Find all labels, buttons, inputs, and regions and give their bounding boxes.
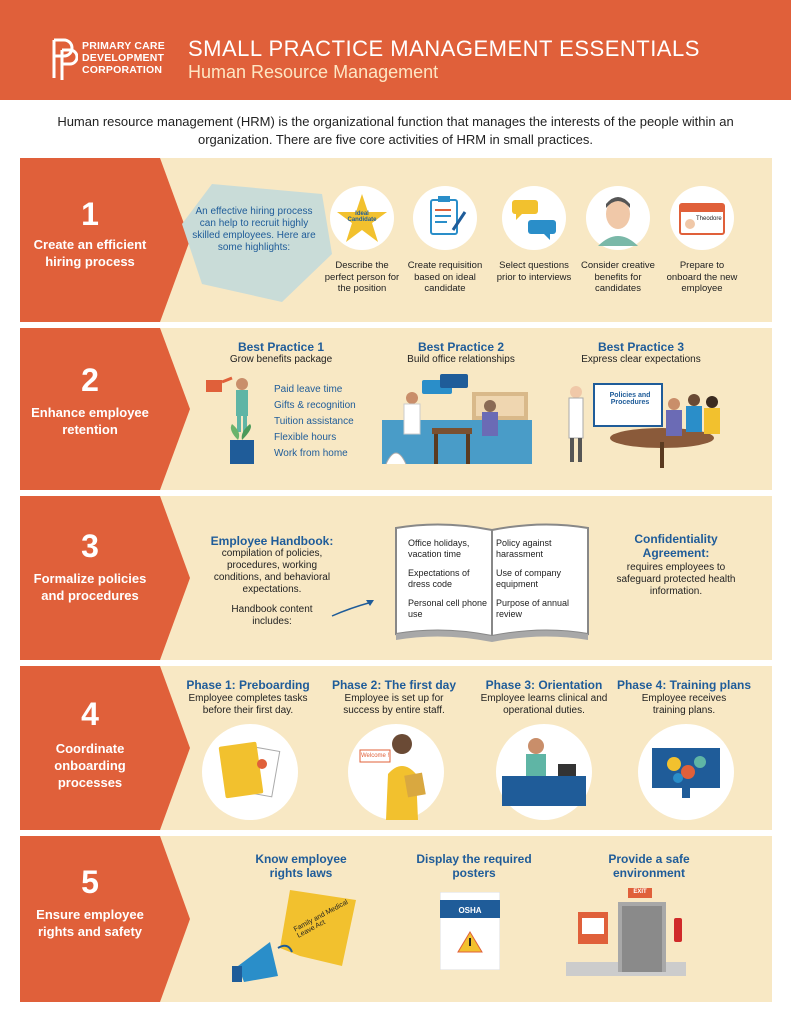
- training-screen-icon: [638, 724, 734, 820]
- phase-description: Employee is set up for success by entire staff.: [343, 693, 445, 716]
- confidentiality-description: requires employees to safeguard protected health information.: [616, 562, 736, 597]
- phase-title: Phase 2: The first day: [331, 678, 457, 692]
- welcome-employee-icon: [348, 724, 444, 820]
- policy-item: Use of company equipment: [496, 568, 562, 589]
- step-caption: Select questions prior to interviews: [496, 260, 572, 283]
- benefit-item: Paid leave time: [274, 384, 343, 395]
- page-title: SMALL PRACTICE MANAGEMENT ESSENTIALS: [188, 36, 700, 61]
- step-icon-circle: [413, 186, 477, 250]
- step-icon-circle: [330, 186, 394, 250]
- policy-item: Policy against harassment: [496, 538, 552, 559]
- section-title: Create an efficient hiring process: [33, 237, 147, 269]
- header: [0, 0, 791, 100]
- best-practice-title: Best Practice 3: [597, 340, 685, 354]
- step-caption: Describe the perfect person for the position: [324, 260, 400, 294]
- phase-icon-circle: [638, 724, 734, 820]
- section-hiring: [20, 158, 772, 322]
- meeting-illustration: [564, 376, 724, 476]
- exit-sign: EXIT: [633, 889, 647, 895]
- phase-description: Employee learns clinical and operational duties.: [480, 693, 608, 716]
- section-policies: [20, 496, 772, 660]
- section-number: 1: [81, 196, 99, 232]
- section-number: 3: [81, 528, 99, 564]
- benefit-item: Tuition assistance: [274, 416, 354, 427]
- emergency-exit-icon: [566, 882, 686, 976]
- documents-icon: [202, 724, 298, 820]
- phase-title: Phase 4: Training plans: [616, 678, 752, 692]
- section-onboarding: [20, 666, 772, 830]
- intro-text: Human resource management (HRM) is the organizational function that manages the interests of the people within an organization. There are five core activities of HRM in small practices.: [57, 114, 734, 147]
- policy-item: Office holidays, vacation time: [408, 538, 470, 559]
- section-title: Coordinate onboarding processes: [54, 741, 126, 790]
- page-subtitle: Human Resource Management: [188, 62, 439, 82]
- benefit-item: Flexible hours: [274, 432, 337, 443]
- book-left-page: [408, 538, 488, 620]
- rights-item-title: Display the required posters: [416, 852, 532, 880]
- phase-description: Employee receives training plans.: [641, 693, 727, 716]
- phase-icon-circle: [348, 724, 444, 820]
- rights-item-title: Provide a safe environment: [608, 852, 690, 880]
- section-number: 5: [81, 864, 99, 900]
- phase-icon-circle: [202, 724, 298, 820]
- chevron-arrow: [160, 328, 190, 490]
- best-practice-subtitle: Grow benefits package: [229, 354, 333, 365]
- policy-item: Personal cell phone use: [408, 598, 488, 619]
- pcdc-logo: [50, 36, 78, 82]
- handbook-content-label: Handbook content includes:: [231, 604, 313, 627]
- badge-name: Theodore: [696, 216, 722, 222]
- chat-bubbles-icon: [502, 186, 566, 250]
- flag-text: Family and Medical Leave Act: [292, 898, 350, 940]
- step-caption: Prepare to onboard the new employee: [666, 260, 738, 294]
- best-practice-subtitle: Build office relationships: [407, 354, 515, 365]
- step-icon-circle: [586, 186, 650, 250]
- benefits-list: [274, 382, 356, 462]
- policy-item: Expectations of dress code: [408, 568, 470, 589]
- org-name: PRIMARY CARE DEVELOPMENT CORPORATION: [82, 40, 165, 76]
- section-number: 2: [81, 362, 99, 398]
- best-practice-subtitle: Express clear expectations: [581, 354, 701, 365]
- benefit-item: Work from home: [274, 448, 348, 459]
- reception-desk-icon: [496, 724, 592, 820]
- clipboard-icon: [413, 186, 477, 250]
- chevron-arrow: [160, 836, 190, 1002]
- phase-title: Phase 3: Orientation: [485, 678, 603, 692]
- osha-poster-icon: [440, 892, 500, 970]
- welcome-sign: Welcome !: [361, 753, 390, 759]
- best-practice-title: Best Practice 1: [237, 340, 325, 354]
- arrow-right-icon: [330, 596, 380, 620]
- benefit-item: Gifts & recognition: [274, 400, 356, 411]
- confidentiality-title: Confidentiality Agreement:: [634, 532, 718, 560]
- hiring-callout: An effective hiring process can help to recruit highly skilled employees. Here are some highlights:: [192, 206, 316, 253]
- watering-employee-illustration: [198, 370, 268, 470]
- chevron-arrow: [160, 496, 190, 660]
- star-label: Ideal Candidate: [347, 211, 377, 223]
- section-title: Formalize policies and procedures: [33, 571, 147, 603]
- person-icon: [586, 186, 650, 250]
- section-rights-safety: [20, 836, 772, 1002]
- phase-title: Phase 1: Preboarding: [186, 678, 310, 692]
- policy-item: Purpose of annual review: [496, 598, 570, 619]
- step-caption: Create requisition based on ideal candidate: [407, 260, 483, 294]
- handbook-title: Employee Handbook:: [210, 534, 334, 548]
- phase-icon-circle: [496, 724, 592, 820]
- step-caption: Consider creative benefits for candidates: [581, 260, 655, 294]
- poster-label: OSHA: [458, 906, 482, 915]
- section-retention: [20, 328, 772, 490]
- phase-description: Employee completes tasks before their first day.: [188, 693, 308, 716]
- best-practice-title: Best Practice 2: [417, 340, 505, 354]
- book-right-page: [496, 538, 576, 620]
- rights-item-title: Know employee rights laws: [255, 852, 347, 880]
- screen-text: Policies and Procedures: [609, 392, 651, 406]
- section-number: 4: [81, 696, 99, 732]
- section-title: Enhance employee retention: [31, 405, 149, 437]
- step-icon-circle: [670, 186, 734, 250]
- handbook-description: compilation of policies, procedures, working conditions, and behavioral expectations.: [213, 548, 331, 595]
- step-icon-circle: [502, 186, 566, 250]
- section-title: Ensure employee rights and safety: [36, 907, 144, 939]
- break-room-illustration: [382, 372, 532, 476]
